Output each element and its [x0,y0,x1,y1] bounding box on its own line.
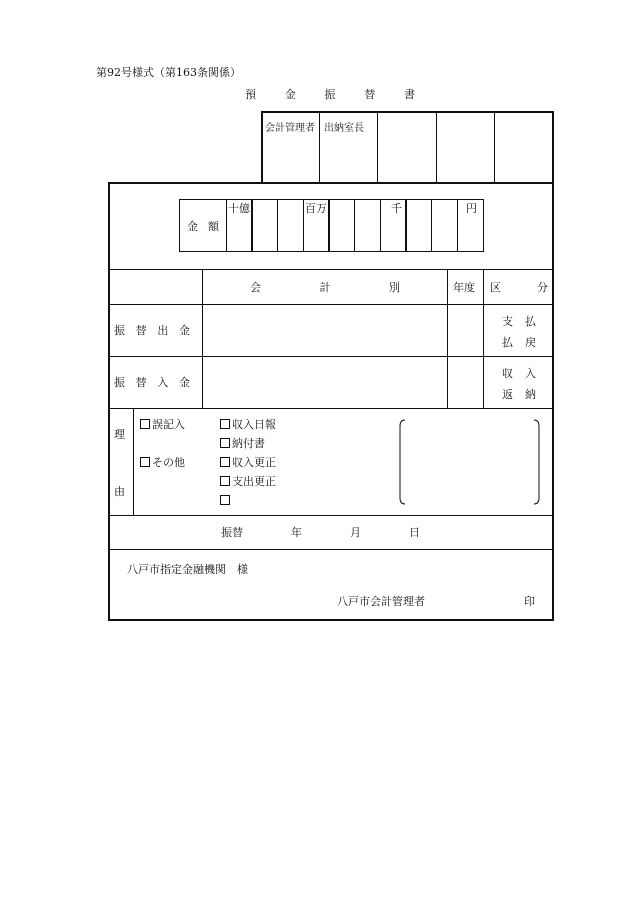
date-prefix: 振替 [221,526,243,539]
reason-option-other[interactable]: その他 [140,456,185,469]
class-refund: 払 戻 [502,336,536,349]
reason-option-expense-correction[interactable]: 支出更正 [220,475,276,488]
signer: 八戸市会計管理者 [337,595,425,608]
unit-yen-label: 円 [466,202,477,215]
date-day: 日 [409,526,420,539]
amount-label: 金 額 [187,220,219,233]
transfer-out-label: 振 替 出 金 [114,324,190,337]
date-month: 月 [350,526,361,539]
approval-treasury-chief-label: 出納室長 [324,123,364,134]
reason-label-top: 理 [114,428,125,441]
reason-label-bottom: 由 [114,485,125,498]
reason-option-payment-slip[interactable]: 納付書 [220,437,265,450]
unit-billion-label: 十億 [228,202,250,215]
checkbox[interactable] [220,476,230,486]
checkbox[interactable] [220,419,230,429]
transfer-in-label: 振 替 入 金 [114,376,190,389]
form-title: 預 金 振 替 書 [245,88,415,101]
reason-option-income-correction[interactable]: 収入更正 [220,456,276,469]
checkbox[interactable] [220,438,230,448]
amount-box [179,199,484,252]
checkbox[interactable] [220,495,230,505]
checkbox[interactable] [220,457,230,467]
class-return: 返 納 [502,388,536,401]
form-number: 第92号様式（第163条関係） [96,66,241,79]
fiscal-year-header: 年度 [453,281,475,294]
checkbox[interactable] [140,419,150,429]
class-payment: 支 払 [502,315,536,328]
unit-thousand-label: 千 [391,202,402,215]
reason-option-daily-income-report[interactable]: 収入日報 [220,418,276,431]
account-header: 会 計 別 [250,281,400,294]
reason-option-blank[interactable] [220,494,232,507]
checkbox[interactable] [140,457,150,467]
category-header: 区 分 [490,281,548,294]
unit-million-label: 百万 [305,202,327,215]
reason-bracket [396,418,544,506]
seal-mark: 印 [524,595,535,608]
date-year: 年 [291,526,302,539]
approval-accountant-label: 会計管理者 [265,123,315,134]
class-income: 収 入 [502,367,536,380]
addressee: 八戸市指定金融機関 様 [127,563,248,576]
reason-option-miswriting[interactable]: 誤記入 [140,418,185,431]
